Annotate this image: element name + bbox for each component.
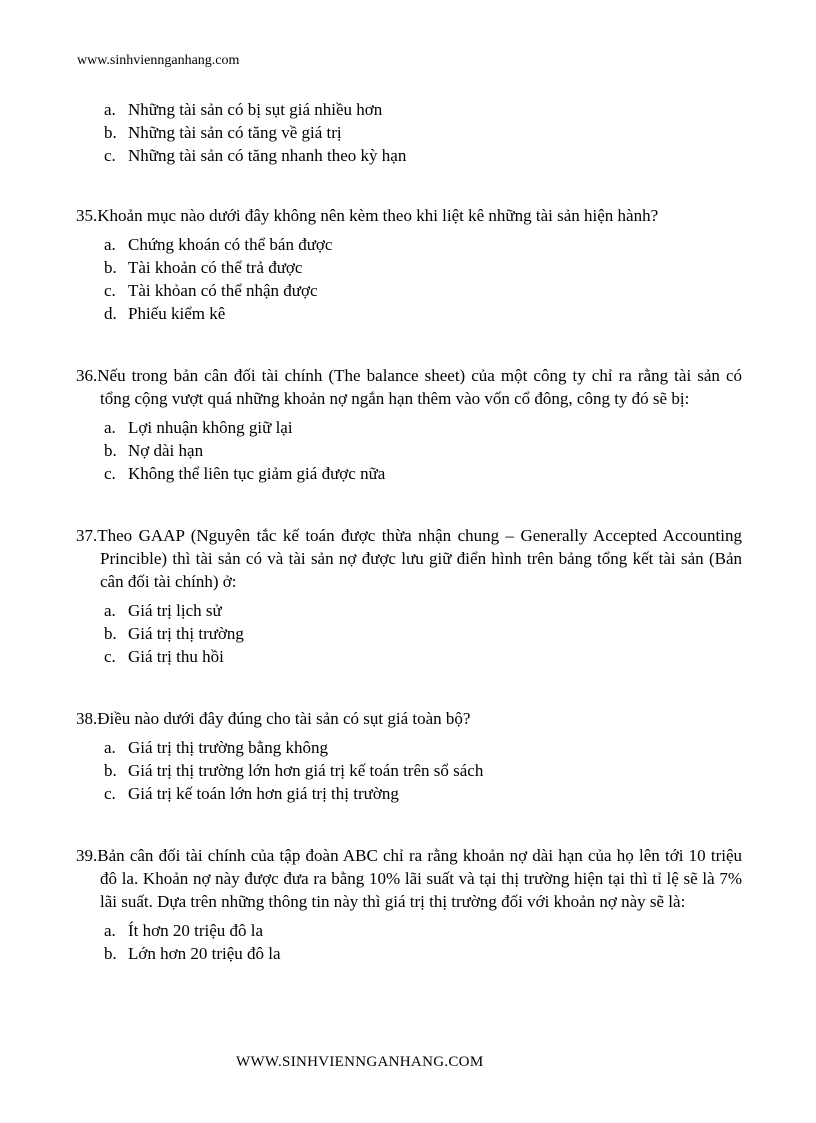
option-text: Giá trị kế toán lớn hơn giá trị thị trường [128,784,399,803]
option-text: Những tài sản có tăng về giá trị [128,123,342,142]
option-letter: a. [104,418,116,437]
option-a [104,919,742,942]
question-text: 35.Khoản mục nào dưới đây không nên kèm theo khi liệt kê những tài sản hiện hành? [76,206,659,225]
question-options [76,233,742,325]
option-b [104,256,742,279]
option-text: Những tài sản có tăng nhanh theo kỳ hạn [128,146,407,165]
option-a [104,233,742,256]
option-b [104,439,742,462]
option-letter: b. [104,944,117,963]
option-b [104,759,742,782]
option-letter: c. [104,281,116,300]
option-text: Nợ dài hạn [128,441,204,460]
option-text: Ít hơn 20 triệu đô la [128,921,264,940]
option-c [104,144,742,167]
option-letter: c. [104,647,116,666]
option-letter: a. [104,738,116,757]
option-text: Lợi nhuận không giữ lại [128,418,293,437]
option-text: Lớn hơn 20 triệu đô la [128,944,281,963]
option-d [104,302,742,325]
option-c [104,782,742,805]
option-letter: d. [104,304,117,323]
question-38 [76,707,742,805]
option-letter: a. [104,921,116,940]
option-letter: b. [104,441,117,460]
option-text: Giá trị thu hồi [128,647,224,666]
option-a [104,98,742,121]
footer-url: WWW.SINHVIENNGANHANG.COM [236,1054,484,1070]
option-letter: a. [104,235,116,254]
option-a [104,736,742,759]
option-text: Không thể liên tục giảm giá được nữa [128,464,386,483]
question-text: 37.Theo GAAP (Nguyên tắc kế toán được thừa nhận chung – Generally Accepted Accounting Princible) thì tài sản có và tài sản nợ được lưu giữ điển hình trên bảng tổng kết tài sản (Bản cân đối tài chính) ở: [76,526,742,591]
question-options [76,736,742,805]
option-letter: b. [104,761,117,780]
option-text: Chứng khoán có thể bán được [128,235,333,254]
question-options [76,416,742,485]
question-35 [76,204,742,325]
question-options [76,599,742,668]
question-39 [76,844,742,965]
option-letter: a. [104,100,116,119]
question-options [76,919,742,965]
option-a [104,416,742,439]
header-url: www.sinhviennganhang.com [77,53,240,68]
option-letter: c. [104,464,116,483]
option-text: Giá trị lịch sử [128,601,222,620]
option-letter: b. [104,123,117,142]
option-letter: c. [104,784,116,803]
option-c [104,645,742,668]
option-c [104,462,742,485]
option-text: Giá trị thị trường [128,624,244,643]
question-text: 38.Điều nào dưới đây đúng cho tài sản có sụt giá toàn bộ? [76,709,471,728]
option-text: Phiếu kiểm kê [128,304,226,323]
option-letter: b. [104,258,117,277]
question-37 [76,524,742,668]
option-letter: c. [104,146,116,165]
option-text: Tài khỏan có thể nhận được [128,281,318,300]
question-text: 36.Nếu trong bản cân đối tài chính (The balance sheet) của một công ty chỉ ra rằng tài sản có tổng cộng vượt quá những khoản nợ ngắn hạn thêm vào vốn cổ đông, công ty đó sẽ bị: [76,366,742,408]
option-letter: a. [104,601,116,620]
option-text: Giá trị thị trường bằng không [128,738,328,757]
option-text: Giá trị thị trường lớn hơn giá trị kế toán trên sổ sách [128,761,484,780]
option-b [104,121,742,144]
option-b [104,942,742,965]
question-36 [76,364,742,485]
option-a [104,599,742,622]
option-c [104,279,742,302]
option-b [104,622,742,645]
option-text: Những tài sản có bị sụt giá nhiều hơn [128,100,383,119]
document-body [76,98,742,965]
continued-options [76,98,742,167]
option-text: Tài khoản có thể trả được [128,258,303,277]
question-text: 39.Bản cân đối tài chính của tập đoàn ABC chỉ ra rằng khoản nợ dài hạn của họ lên tới 10 triệu đô la. Khoản nợ này được đưa ra bằng 10% lãi suất và tại thị trường hiện tại thì tỉ lệ sẽ là 7% lãi suất. Dựa trên những thông tin này thì giá trị thị trường đối với khoản nợ này sẽ là: [76,846,742,911]
option-letter: b. [104,624,117,643]
